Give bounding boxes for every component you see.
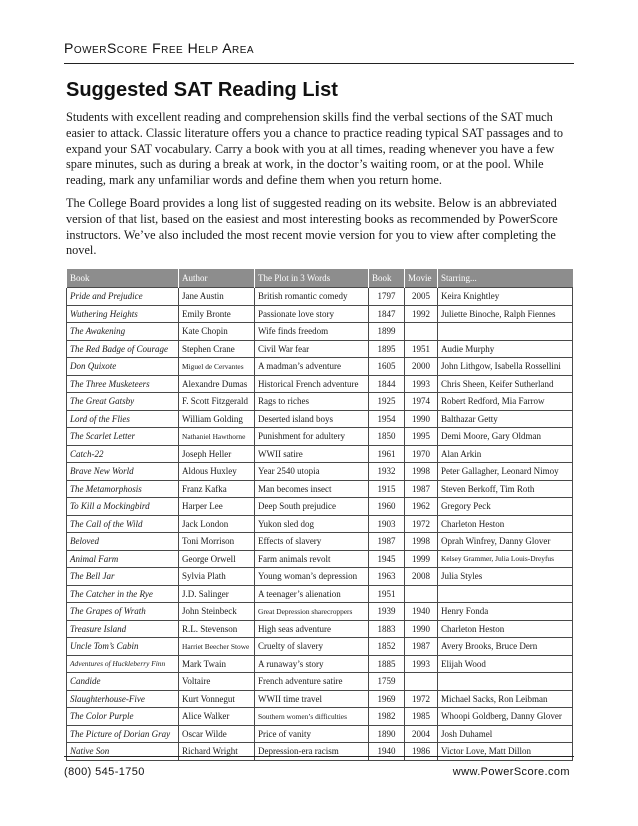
cell-movie-year bbox=[405, 673, 438, 691]
cell-starring: Avery Brooks, Bruce Dern bbox=[438, 638, 573, 656]
cell-book-title: The Three Musketeers bbox=[67, 375, 179, 393]
cell-author: Alice Walker bbox=[179, 708, 255, 726]
cell-book-year: 1961 bbox=[369, 445, 405, 463]
cell-book-year: 1954 bbox=[369, 410, 405, 428]
table-row bbox=[67, 655, 573, 673]
cell-book-title: The Catcher in the Rye bbox=[67, 585, 179, 603]
header-author: Author bbox=[179, 269, 255, 288]
table-row bbox=[67, 603, 573, 621]
cell-author: Mark Twain bbox=[179, 655, 255, 673]
cell-starring: Demi Moore, Gary Oldman bbox=[438, 428, 573, 446]
cell-book-year: 1847 bbox=[369, 305, 405, 323]
cell-book-year: 1925 bbox=[369, 393, 405, 411]
table-row bbox=[67, 358, 573, 376]
cell-book-year: 1852 bbox=[369, 638, 405, 656]
cell-plot: Young woman’s depression bbox=[255, 568, 369, 586]
cell-book-title: Beloved bbox=[67, 533, 179, 551]
cell-book-year: 1969 bbox=[369, 690, 405, 708]
cell-starring: Balthazar Getty bbox=[438, 410, 573, 428]
header-starring: Starring... bbox=[438, 269, 573, 288]
cell-author: J.D. Salinger bbox=[179, 585, 255, 603]
cell-book-title: Pride and Prejudice bbox=[67, 288, 179, 306]
cell-book-title: Uncle Tom’s Cabin bbox=[67, 638, 179, 656]
footer-website[interactable]: www.PowerScore.com bbox=[452, 766, 570, 778]
cell-movie-year: 1972 bbox=[405, 515, 438, 533]
cell-plot: Man becomes insect bbox=[255, 480, 369, 498]
cell-author: Sylvia Plath bbox=[179, 568, 255, 586]
table-row bbox=[67, 340, 573, 358]
table-row bbox=[67, 305, 573, 323]
cell-book-title: Brave New World bbox=[67, 463, 179, 481]
table-row bbox=[67, 638, 573, 656]
cell-book-year: 1987 bbox=[369, 533, 405, 551]
cell-movie-year: 1990 bbox=[405, 410, 438, 428]
cell-plot: Southern women’s difficulties bbox=[255, 708, 369, 726]
cell-book-year: 1903 bbox=[369, 515, 405, 533]
cell-author: F. Scott Fitzgerald bbox=[179, 393, 255, 411]
cell-starring: Victor Love, Matt Dillon bbox=[438, 743, 573, 761]
cell-plot: Rags to riches bbox=[255, 393, 369, 411]
cell-book-title: Lord of the Flies bbox=[67, 410, 179, 428]
cell-book-year: 1895 bbox=[369, 340, 405, 358]
cell-starring: Gregory Peck bbox=[438, 498, 573, 516]
table-row bbox=[67, 288, 573, 306]
cell-author: Emily Bronte bbox=[179, 305, 255, 323]
footer-phone: (800) 545-1750 bbox=[64, 766, 145, 778]
cell-movie-year: 1999 bbox=[405, 550, 438, 568]
table-row bbox=[67, 445, 573, 463]
cell-starring: Charleton Heston bbox=[438, 515, 573, 533]
cell-book-title: The Grapes of Wrath bbox=[67, 603, 179, 621]
table-header-row bbox=[67, 269, 573, 288]
header-title: PowerScore Free Help Area bbox=[64, 40, 255, 56]
cell-plot: Wife finds freedom bbox=[255, 323, 369, 341]
cell-plot: Deep South prejudice bbox=[255, 498, 369, 516]
cell-author: Richard Wright bbox=[179, 743, 255, 761]
cell-author: Harriet Beecher Stowe bbox=[179, 638, 255, 656]
cell-starring: Robert Redford, Mia Farrow bbox=[438, 393, 573, 411]
cell-book-year: 1915 bbox=[369, 480, 405, 498]
table-row bbox=[67, 708, 573, 726]
cell-plot: High seas adventure bbox=[255, 620, 369, 638]
cell-plot: French adventure satire bbox=[255, 673, 369, 691]
cell-plot: Effects of slavery bbox=[255, 533, 369, 551]
cell-plot: British romantic comedy bbox=[255, 288, 369, 306]
cell-plot: Year 2540 utopia bbox=[255, 463, 369, 481]
cell-movie-year: 1993 bbox=[405, 375, 438, 393]
cell-author: Stephen Crane bbox=[179, 340, 255, 358]
cell-book-year: 1759 bbox=[369, 673, 405, 691]
header-plot: The Plot in 3 Words bbox=[255, 269, 369, 288]
cell-starring: Keira Knightley bbox=[438, 288, 573, 306]
cell-author: George Orwell bbox=[179, 550, 255, 568]
cell-book-title: Treasure Island bbox=[67, 620, 179, 638]
cell-book-year: 1960 bbox=[369, 498, 405, 516]
cell-movie-year: 1992 bbox=[405, 305, 438, 323]
cell-plot: Historical French adventure bbox=[255, 375, 369, 393]
cell-author: Joseph Heller bbox=[179, 445, 255, 463]
cell-author: William Golding bbox=[179, 410, 255, 428]
cell-book-year: 1885 bbox=[369, 655, 405, 673]
cell-author: Harper Lee bbox=[179, 498, 255, 516]
cell-book-title: The Picture of Dorian Gray bbox=[67, 725, 179, 743]
cell-plot: Civil War fear bbox=[255, 340, 369, 358]
cell-book-year: 1932 bbox=[369, 463, 405, 481]
cell-book-year: 1963 bbox=[369, 568, 405, 586]
cell-book-year: 1605 bbox=[369, 358, 405, 376]
table-row bbox=[67, 410, 573, 428]
header-book: Book bbox=[67, 269, 179, 288]
cell-author: Miguel de Cervantes bbox=[179, 358, 255, 376]
table-row bbox=[67, 743, 573, 761]
cell-movie-year: 2004 bbox=[405, 725, 438, 743]
header-book-year: Book bbox=[369, 269, 405, 288]
cell-movie-year: 1962 bbox=[405, 498, 438, 516]
cell-book-title: Adventures of Huckleberry Finn bbox=[67, 655, 179, 673]
table-row bbox=[67, 550, 573, 568]
page-title: Suggested SAT Reading List bbox=[66, 79, 338, 101]
cell-starring: Josh Duhamel bbox=[438, 725, 573, 743]
table-row bbox=[67, 690, 573, 708]
cell-movie-year: 2000 bbox=[405, 358, 438, 376]
cell-plot: A teenager’s alienation bbox=[255, 585, 369, 603]
cell-book-title: The Great Gatsby bbox=[67, 393, 179, 411]
cell-book-title: To Kill a Mockingbird bbox=[67, 498, 179, 516]
cell-author: Jack London bbox=[179, 515, 255, 533]
table-row bbox=[67, 323, 573, 341]
cell-starring: John Lithgow, Isabella Rossellini bbox=[438, 358, 573, 376]
cell-starring: Whoopi Goldberg, Danny Glover bbox=[438, 708, 573, 726]
cell-book-year: 1890 bbox=[369, 725, 405, 743]
cell-book-title: Native Son bbox=[67, 743, 179, 761]
table-row bbox=[67, 480, 573, 498]
cell-plot: Passionate love story bbox=[255, 305, 369, 323]
cell-book-title: The Metamorphosis bbox=[67, 480, 179, 498]
cell-starring: Steven Berkoff, Tim Roth bbox=[438, 480, 573, 498]
cell-book-year: 1982 bbox=[369, 708, 405, 726]
cell-plot: A madman’s adventure bbox=[255, 358, 369, 376]
cell-movie-year: 1970 bbox=[405, 445, 438, 463]
cell-book-title: Animal Farm bbox=[67, 550, 179, 568]
cell-movie-year: 1987 bbox=[405, 638, 438, 656]
cell-plot: Depression-era racism bbox=[255, 743, 369, 761]
table-row bbox=[67, 428, 573, 446]
cell-plot: Great Depression sharecroppers bbox=[255, 603, 369, 621]
cell-movie-year: 2008 bbox=[405, 568, 438, 586]
cell-book-title: Slaughterhouse-Five bbox=[67, 690, 179, 708]
cell-movie-year: 1993 bbox=[405, 655, 438, 673]
cell-author: Voltaire bbox=[179, 673, 255, 691]
cell-movie-year: 1987 bbox=[405, 480, 438, 498]
table-row bbox=[67, 620, 573, 638]
cell-author: Jane Austin bbox=[179, 288, 255, 306]
cell-plot: Cruelty of slavery bbox=[255, 638, 369, 656]
cell-movie-year: 1940 bbox=[405, 603, 438, 621]
table-row bbox=[67, 725, 573, 743]
table-row bbox=[67, 673, 573, 691]
cell-starring: Charleton Heston bbox=[438, 620, 573, 638]
cell-plot: Farm animals revolt bbox=[255, 550, 369, 568]
cell-author: Toni Morrison bbox=[179, 533, 255, 551]
cell-starring: Peter Gallagher, Leonard Nimoy bbox=[438, 463, 573, 481]
cell-author: Kurt Vonnegut bbox=[179, 690, 255, 708]
cell-starring: Chris Sheen, Keifer Sutherland bbox=[438, 375, 573, 393]
cell-book-year: 1844 bbox=[369, 375, 405, 393]
cell-book-year: 1951 bbox=[369, 585, 405, 603]
cell-plot: Price of vanity bbox=[255, 725, 369, 743]
list-paragraph: The College Board provides a long list of suggested reading on its website. Below is an abbreviated version of that list, based on the easiest and most interesting books as recommended by PowerScore instructors. We’ve also included the most recent movie version for you to view after completing the novel. bbox=[66, 196, 558, 258]
cell-book-year: 1939 bbox=[369, 603, 405, 621]
header-rule bbox=[64, 63, 574, 64]
intro-paragraph: Students with excellent reading and comprehension skills find the verbal sections of the SAT much easier to attack. Classic literature offers you a chance to practice reading typical SAT passages and to expand your SAT vocabulary. Carry a book with you at all times, reading whenever you have a few spare minutes, such as during a break at work, in the doctor’s waiting room, or at the pool. While reading, mark any unfamiliar words and define them when you return home. bbox=[66, 110, 564, 188]
cell-book-title: The Red Badge of Courage bbox=[67, 340, 179, 358]
cell-starring: Oprah Winfrey, Danny Glover bbox=[438, 533, 573, 551]
table-row bbox=[67, 585, 573, 603]
table-row bbox=[67, 463, 573, 481]
table-row bbox=[67, 515, 573, 533]
cell-starring bbox=[438, 323, 573, 341]
cell-author: John Steinbeck bbox=[179, 603, 255, 621]
cell-movie-year: 1974 bbox=[405, 393, 438, 411]
cell-movie-year: 1951 bbox=[405, 340, 438, 358]
cell-starring: Elijah Wood bbox=[438, 655, 573, 673]
cell-author: Kate Chopin bbox=[179, 323, 255, 341]
cell-book-title: The Scarlet Letter bbox=[67, 428, 179, 446]
cell-author: Franz Kafka bbox=[179, 480, 255, 498]
cell-book-title: Don Quixote bbox=[67, 358, 179, 376]
cell-book-title: The Bell Jar bbox=[67, 568, 179, 586]
cell-movie-year: 1998 bbox=[405, 533, 438, 551]
cell-plot: WWII satire bbox=[255, 445, 369, 463]
cell-book-title: The Awakening bbox=[67, 323, 179, 341]
cell-starring: Juliette Binoche, Ralph Fiennes bbox=[438, 305, 573, 323]
cell-book-year: 1945 bbox=[369, 550, 405, 568]
cell-book-title: Catch-22 bbox=[67, 445, 179, 463]
cell-author: Nathaniel Hawthorne bbox=[179, 428, 255, 446]
cell-starring: Julia Styles bbox=[438, 568, 573, 586]
cell-movie-year: 1998 bbox=[405, 463, 438, 481]
cell-starring: Henry Fonda bbox=[438, 603, 573, 621]
table-row bbox=[67, 498, 573, 516]
cell-starring: Kelsey Grammer, Julia Louis-Dreyfus bbox=[438, 550, 573, 568]
table-row bbox=[67, 533, 573, 551]
table-body bbox=[67, 288, 573, 761]
footer-rule bbox=[64, 756, 574, 757]
cell-movie-year: 1995 bbox=[405, 428, 438, 446]
cell-book-year: 1940 bbox=[369, 743, 405, 761]
cell-starring: Audie Murphy bbox=[438, 340, 573, 358]
cell-starring bbox=[438, 673, 573, 691]
reading-list-table bbox=[66, 269, 573, 761]
cell-book-year: 1850 bbox=[369, 428, 405, 446]
table-row bbox=[67, 393, 573, 411]
cell-author: Oscar Wilde bbox=[179, 725, 255, 743]
cell-movie-year: 2005 bbox=[405, 288, 438, 306]
cell-book-title: Candide bbox=[67, 673, 179, 691]
cell-movie-year: 1986 bbox=[405, 743, 438, 761]
cell-movie-year: 1972 bbox=[405, 690, 438, 708]
cell-book-title: Wuthering Heights bbox=[67, 305, 179, 323]
cell-book-year: 1883 bbox=[369, 620, 405, 638]
cell-author: Aldous Huxley bbox=[179, 463, 255, 481]
cell-book-year: 1797 bbox=[369, 288, 405, 306]
cell-author: R.L. Stevenson bbox=[179, 620, 255, 638]
cell-plot: Yukon sled dog bbox=[255, 515, 369, 533]
cell-movie-year: 1990 bbox=[405, 620, 438, 638]
cell-plot: WWII time travel bbox=[255, 690, 369, 708]
cell-starring: Michael Sacks, Ron Leibman bbox=[438, 690, 573, 708]
cell-movie-year bbox=[405, 323, 438, 341]
cell-movie-year bbox=[405, 585, 438, 603]
cell-plot: Deserted island boys bbox=[255, 410, 369, 428]
cell-plot: Punishment for adultery bbox=[255, 428, 369, 446]
cell-movie-year: 1985 bbox=[405, 708, 438, 726]
cell-book-title: The Call of the Wild bbox=[67, 515, 179, 533]
header-movie-year: Movie bbox=[405, 269, 438, 288]
cell-book-title: The Color Purple bbox=[67, 708, 179, 726]
cell-starring bbox=[438, 585, 573, 603]
cell-plot: A runaway’s story bbox=[255, 655, 369, 673]
table-row bbox=[67, 568, 573, 586]
cell-starring: Alan Arkin bbox=[438, 445, 573, 463]
cell-author: Alexandre Dumas bbox=[179, 375, 255, 393]
table-row bbox=[67, 375, 573, 393]
cell-book-year: 1899 bbox=[369, 323, 405, 341]
